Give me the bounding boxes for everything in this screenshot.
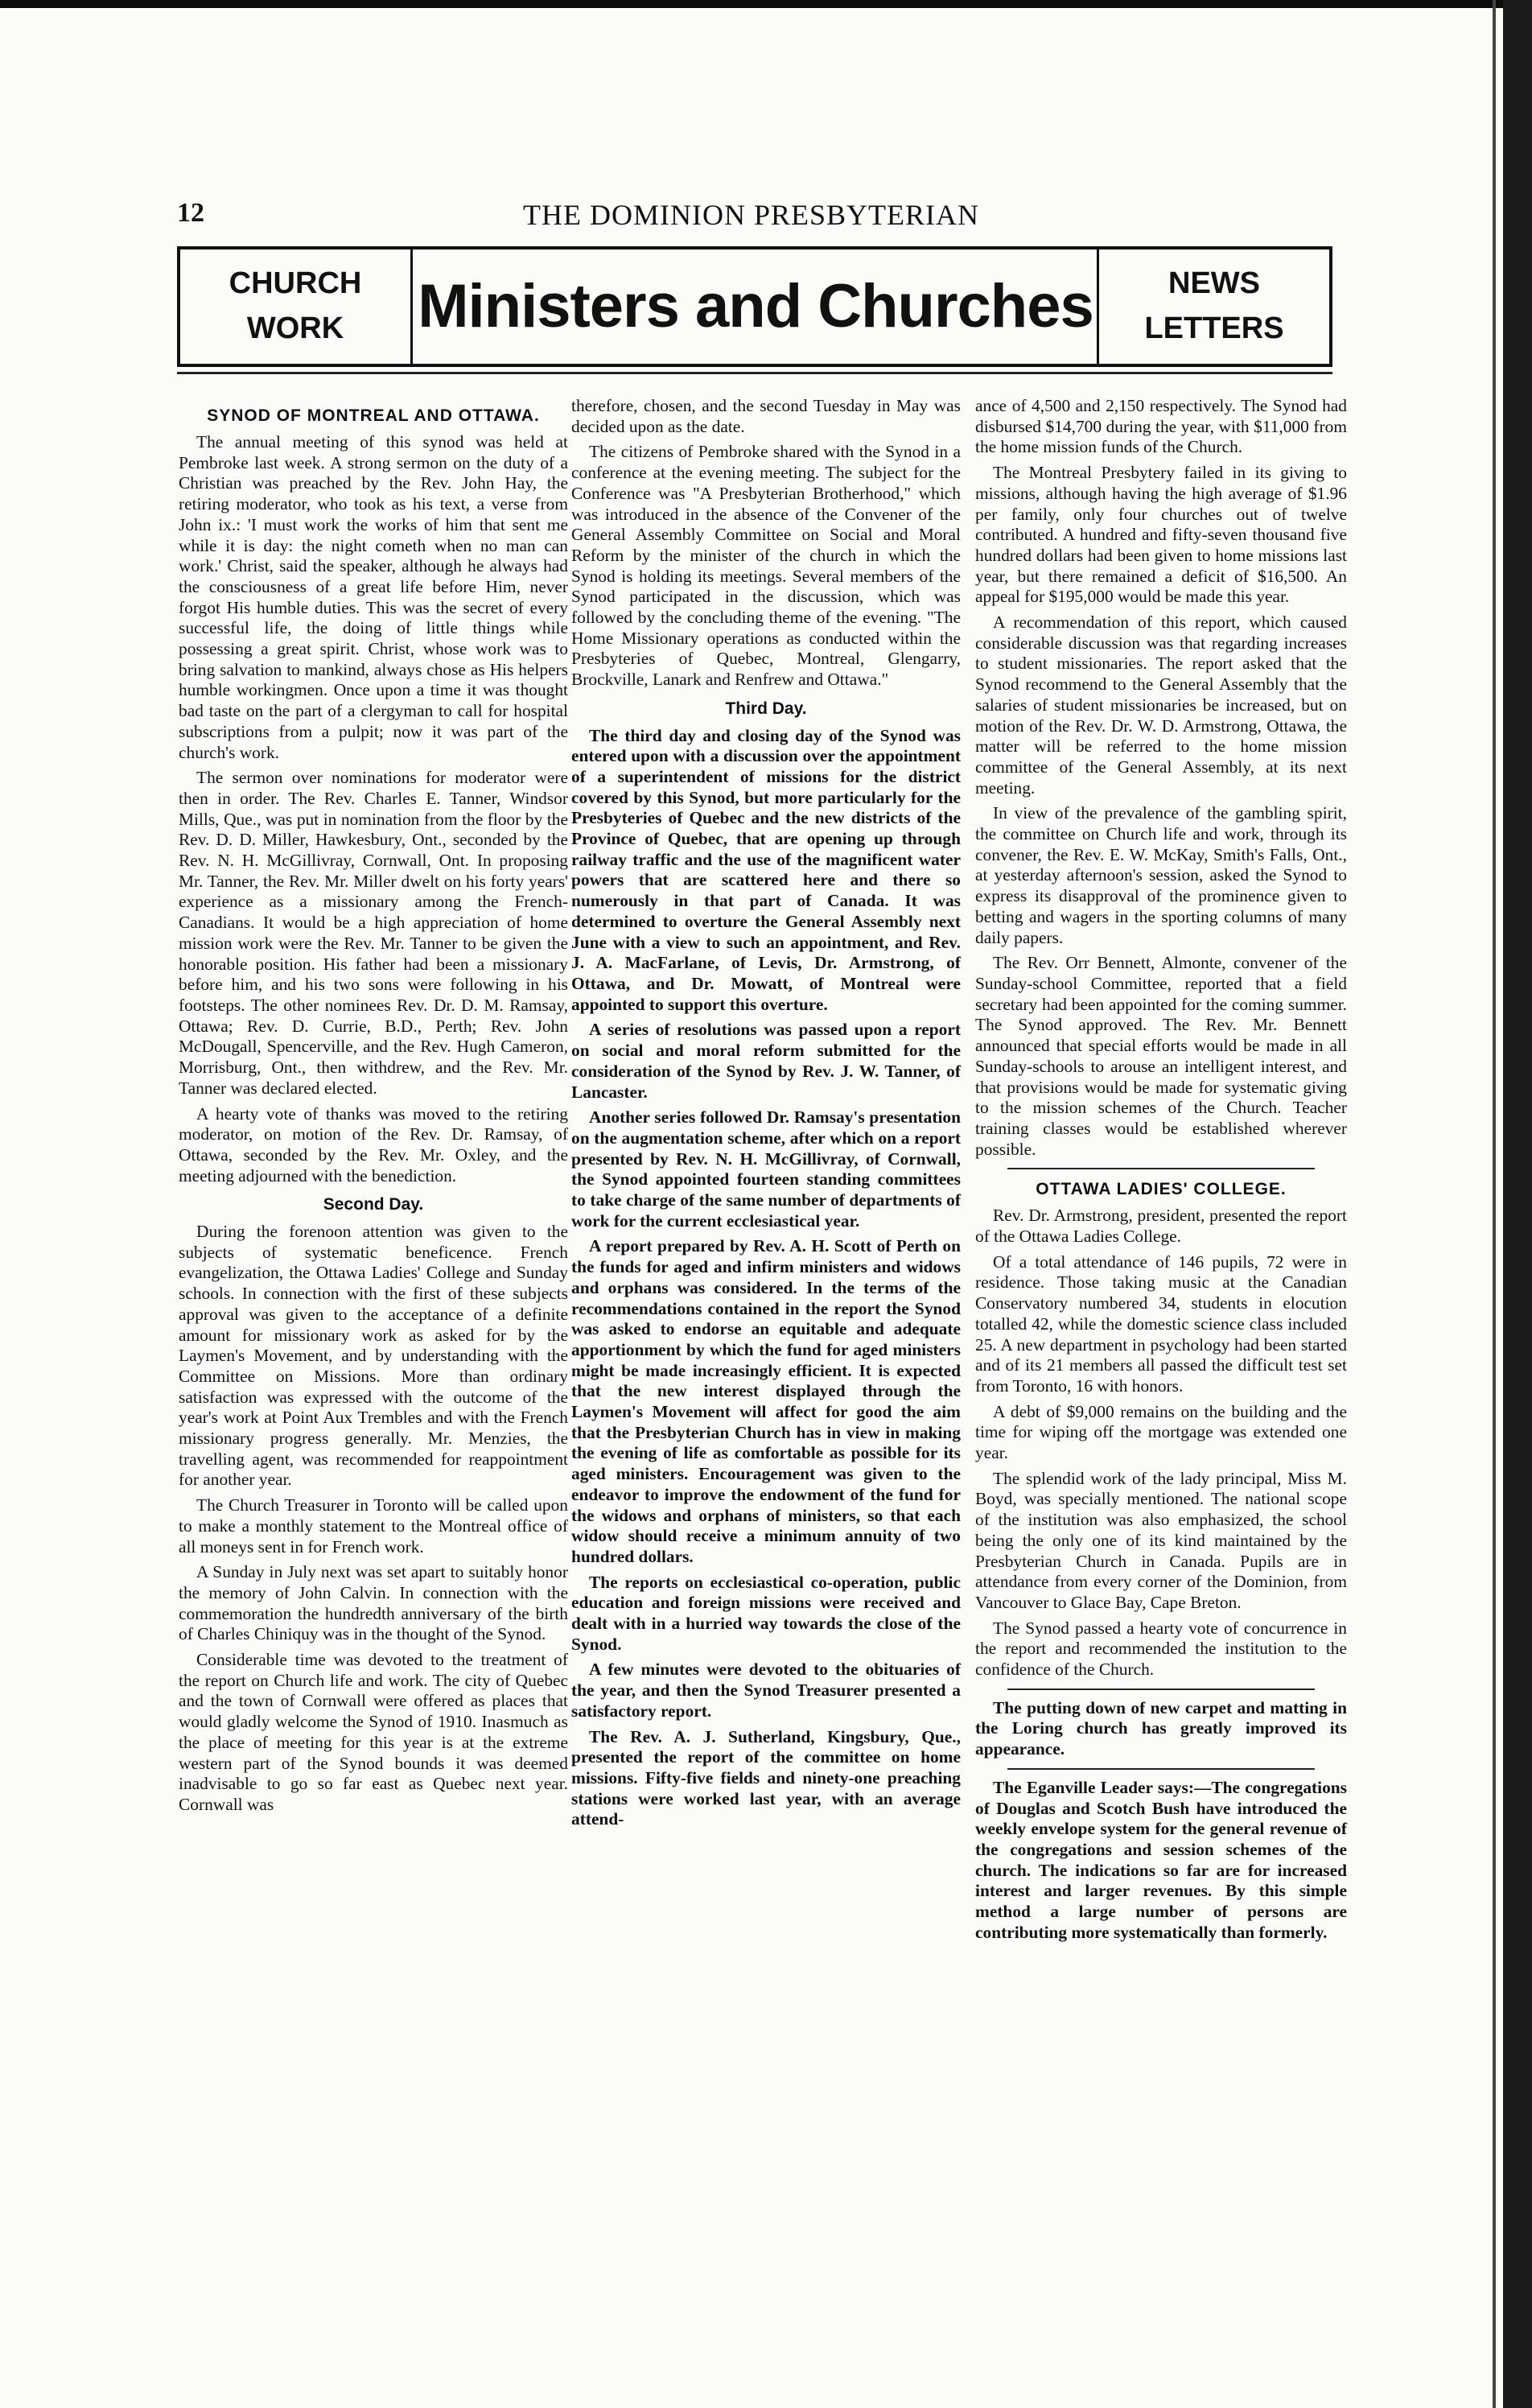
paragraph: The reports on ecclesiastical co-operation, public education and foreign missions were received and dealt with in a hurried way towards the close of the Synod. bbox=[571, 1572, 961, 1654]
column-1 bbox=[179, 396, 568, 1820]
paragraph: A hearty vote of thanks was moved to the retiring moderator, on motion of the Rev. Dr. Ramsay, of Ottawa, seconded by the Rev. Mr. Oxley, and the meeting adjourned with the benediction. bbox=[179, 1103, 568, 1185]
divider bbox=[1007, 1688, 1315, 1690]
banner-left-box bbox=[180, 249, 413, 364]
scan-gutter-line bbox=[1493, 0, 1496, 2408]
scan-right-edge bbox=[1503, 0, 1532, 2408]
paragraph: The Rev. Orr Bennett, Almonte, convener of the Sunday-school Committee, reported that a field secretary had been appointed for the coming summer. The Synod approved. The Rev. Mr. Bennett announced that special efforts would be made in all Sunday-schools to arouse an intelligent interest, and that provisions would be made for systematic giving to the mission schemes of the Church. Teacher training classes would be established wherever possible. bbox=[975, 953, 1347, 1159]
paragraph: The Synod passed a hearty vote of concurrence in the report and recommended the institution to the confidence of the Church. bbox=[975, 1618, 1347, 1680]
divider bbox=[1007, 1168, 1315, 1169]
paragraph: The citizens of Pembroke shared with the Synod in a conference at the evening meeting. The subject for the Conference was "A Presbyterian Brotherhood," which was introduced in the absence of the Convener of the General Assembly Committee on Social and Moral Reform by the minister of the church in which the Synod is holding its meetings. Several members of the Synod participated in the discussion, which was followed by the concluding theme of the evening. "The Home Missionary operations as conducted within the Presbyteries of Quebec, Montreal, Glengarry, Brockville, Lanark and Renfrew and Ottawa." bbox=[571, 442, 961, 690]
paragraph: The Montreal Presbytery failed in its giving to missions, although having the high average of $1.96 per family, only four churches out of twelve contributed. A hundred and fifty-seven thousand five hundred dollars had been given to home missions last year, but there remained a deficit of $16,500. An appeal for $195,000 would be made this year. bbox=[975, 463, 1347, 607]
paragraph: The Rev. A. J. Sutherland, Kingsbury, Que., presented the report of the committee on home missions. Fifty-five fields and ninety-one preaching stations were worked last year, with an average attend- bbox=[571, 1726, 961, 1829]
section-title: Ministers and Churches bbox=[418, 272, 1093, 340]
scan-top-edge bbox=[0, 0, 1532, 8]
paragraph: In view of the prevalence of the gambling spirit, the committee on Church life and work, through its convener, the Rev. E. W. McKay, Smith's Falls, Ont., at yesterday afternoon's session, asked the Synod to express its disapproval of the prominence given to betting and wagers in the sporting columns of many daily papers. bbox=[975, 803, 1347, 947]
section-banner bbox=[177, 246, 1332, 367]
paragraph: The sermon over nominations for moderator were then in order. The Rev. Charles E. Tanner, Windsor Mills, Que., was put in nomination from the floor by the Rev. D. D. Miller, Hawkesbury, Ont., seconded by the Rev. N. H. McGillivray, Cornwall, Ont. In proposing Mr. Tanner, the Rev. Mr. Miller dwelt on his forty years' experience as a missionary among the French-Canadians. It would be a high appreciation of home mission work were the Rev. Mr. Tanner to be given the honorable position. His father had been a missionary before him, and his two sons were following in his footsteps. The other nominees Rev. Dr. D. M. Ramsay, Ottawa; Rev. D. Currie, B.D., Perth; Rev. John McDougall, Spencerville, and the Rev. Hugh Cameron, Morrisburg, Ont., then withdrew, and the Rev. Mr. Tanner was declared elected. bbox=[179, 768, 568, 1098]
news-item-loring: The putting down of new carpet and matting in the Loring church has greatly improved its appearance. bbox=[975, 1697, 1347, 1759]
paragraph: A report prepared by Rev. A. H. Scott of Perth on the funds for aged and infirm ministers and widows and orphans was considered. In the terms of the recommendations contained in the report the Synod was asked to endorse an equitable and adequate apportionment by which the fund for aged ministers might be made increasingly efficient. It is expected that the new interest displayed through the Laymen's Movement will affect for good the aim that the Presbyterian Church has in view in making the evening of life as comfortable as possible for its aged ministers. Encouragement was given to the endeavor to improve the endowment of the fund for the widows and orphans of ministers, so that each widow should receive a minimum annuity of two hundred dollars. bbox=[571, 1236, 961, 1566]
subheading-third-day: Third Day. bbox=[725, 699, 807, 718]
banner-left-line1: CHURCH bbox=[229, 266, 362, 300]
running-head bbox=[177, 198, 1336, 235]
paragraph: ance of 4,500 and 2,150 respectively. The Synod had disbursed $14,700 during the year, with $11,000 from the home mission funds of the Church. bbox=[975, 396, 1347, 457]
paragraph: During the forenoon attention was given to the subjects of systematic beneficence. French evangelization, the Ottawa Ladies' College and Sunday schools. In connection with the first of these subjects approval was given to the acceptance of a definite amount for missionary work as asked for by the Laymen's Movement, and by understanding with the Committee on Missions. More than ordinary satisfaction was expressed with the outcome of the year's work at Point Aux Trembles and with the French missionary progress generally. Mr. Menzies, the travelling agent, was recommended for reappointment for another year. bbox=[179, 1222, 568, 1490]
banner-left-line2: WORK bbox=[246, 311, 344, 345]
paragraph: A series of resolutions was passed upon a report on social and moral reform submitted for the consideration of the Synod by Rev. J. W. Tanner, of Lancaster. bbox=[571, 1020, 961, 1102]
paragraph: The third day and closing day of the Synod was entered upon with a discussion over the appointment of a superintendent of missions for the district covered by this Synod, but more particularly for the Presbyteries of Quebec and the new districts of the Province of Quebec, that are opening up through railway traffic and the use of the magnificent water powers that are scattered here and there so numerously in that part of Canada. It was determined to overture the General Assembly next June with a view to such an appointment, and Rev. J. A. MacFarlane, of Levis, Dr. Armstrong, of Ottawa, and Dr. Mowatt, of Montreal were appointed to support this overture. bbox=[571, 725, 961, 1014]
paragraph: Considerable time was devoted to the treatment of the report on Church life and work. The city of Quebec and the town of Cornwall were offered as places that would gladly welcome the Synod of 1910. Inasmuch as the place of meeting for this year is at the extreme western part of the Synod bounds it was deemed inadvisable to go so far east as Quebec next year. Cornwall was bbox=[179, 1650, 568, 1814]
paragraph: A Sunday in July next was set apart to suitably honor the memory of John Calvin. In connection with the commemoration the hundredth anniversary of the birth of Charles Chiniquy was in the thought of the Synod. bbox=[179, 1562, 568, 1644]
paragraph: Of a total attendance of 146 pupils, 72 were in residence. Those taking music at the Canadian Conservatory numbered 34, students in elocution totalled 42, while the domestic science class included 25. A new department in psychology had been started and of its 21 members all passed the difficult test set from Toronto, 16 with honors. bbox=[975, 1251, 1347, 1396]
paragraph: The splendid work of the lady principal, Miss M. Boyd, was specially mentioned. The national scope of the institution was also emphasized, the school being the only one of its kind maintained by the Presbyterian Church in Canada. Pupils are in attendance from every corner of the Dominion, from Vancouver to Glace Bay, Cape Breton. bbox=[975, 1468, 1347, 1612]
column-2 bbox=[571, 396, 961, 1835]
subheading-second-day: Second Day. bbox=[323, 1195, 424, 1214]
paragraph: The annual meeting of this synod was held at Pembroke last week. A strong sermon on the duty of a Christian was preached by the Rev. John Hay, the retiring moderator, who took as his text, a verse from John ix.: 'I must work the works of him that sent me while it is day: the night cometh when no man can work.' Christ, said the speaker, although he always had the consciousness of a great life before Him, never forgot His humble duties. This was the secret of every successful life, the doing of little things while possessing a great spirit. Christ, whose work was to bring salvation to mankind, always chose as His helpers humble workingmen. Once upon a time it was thought bad taste on the part of a clergyman to call for hospital subscriptions from a pulpit; now it was part of the church's work. bbox=[179, 432, 568, 762]
news-item-eganville: The Eganville Leader says:—The congregations of Douglas and Scotch Bush have introduced the weekly envelope system for the general revenue of the congregations and session schemes of the church. The indications so far are for increased interest and larger revenues. By this simple method a large number of persons are contributing more systematically than formerly. bbox=[975, 1777, 1347, 1942]
banner-right-line2: LETTERS bbox=[1144, 311, 1284, 345]
banner-right-line1: NEWS bbox=[1168, 266, 1260, 300]
article-heading-synod: SYNOD OF MONTREAL AND OTTAWA. bbox=[207, 406, 540, 425]
page-number: 12 bbox=[177, 198, 204, 228]
paragraph: A few minutes were devoted to the obituaries of the year, and then the Synod Treasurer presented a satisfactory report. bbox=[571, 1660, 961, 1721]
divider bbox=[1007, 1768, 1315, 1770]
article-heading-college: OTTAWA LADIES' COLLEGE. bbox=[1036, 1180, 1287, 1199]
paragraph: Another series followed Dr. Ramsay's presentation on the augmentation scheme, after which on a report presented by Rev. N. H. McGillivray, of Cornwall, the Synod appointed fourteen standing committees to take charge of the same number of departments of work for the current ecclesiastical year. bbox=[571, 1107, 961, 1231]
paragraph: A recommendation of this report, which caused considerable discussion was that regarding increases to student missionaries. The report asked that the Synod recommend to the General Assembly that the salaries of student missionaries be increased, but on motion of the Rev. Dr. W. D. Armstrong, Ottawa, the matter will be referred to the home mission committee of the General Assembly, at its next meeting. bbox=[975, 612, 1347, 798]
column-3 bbox=[975, 396, 1347, 1948]
journal-title: THE DOMINION PRESBYTERIAN bbox=[523, 199, 979, 231]
paragraph: therefore, chosen, and the second Tuesday in May was decided upon as the date. bbox=[571, 396, 961, 436]
banner-right-box bbox=[1097, 249, 1329, 364]
paragraph: The Church Treasurer in Toronto will be called upon to make a monthly statement to the Montreal office of all moneys sent in for French work. bbox=[179, 1495, 568, 1557]
paragraph: Rev. Dr. Armstrong, president, presented the report of the Ottawa Ladies College. bbox=[975, 1206, 1347, 1247]
paragraph: A debt of $9,000 remains on the building and the time for wiping off the mortgage was extended one year. bbox=[975, 1401, 1347, 1463]
banner-rule bbox=[177, 372, 1332, 374]
